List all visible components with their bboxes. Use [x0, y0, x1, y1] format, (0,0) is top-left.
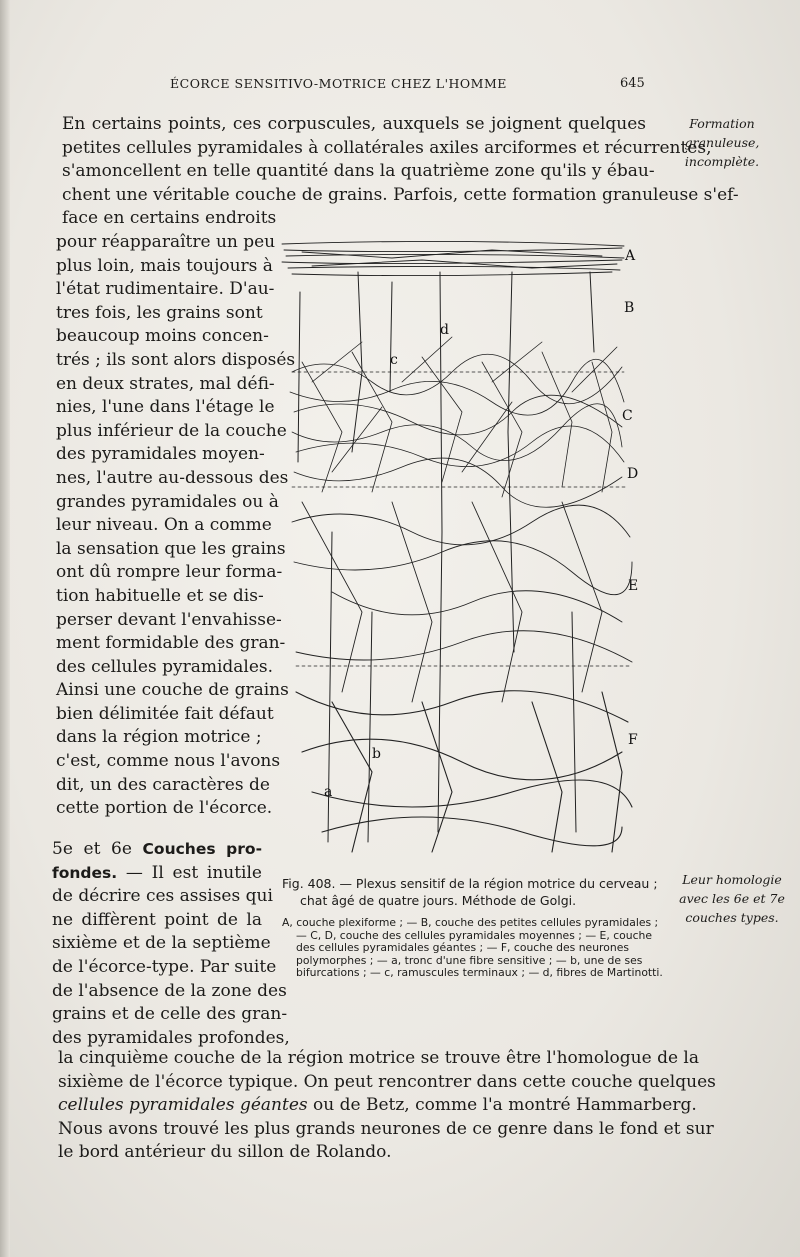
text-line: tres fois, les grains sont — [56, 302, 263, 323]
layer-dashed-boundaries — [292, 372, 632, 666]
text-line: de décrire ces assises qui — [52, 886, 273, 907]
page-header — [0, 76, 800, 96]
label-E: E — [628, 578, 639, 594]
margin-note-homologie: Leur homologie avec les 6e et 7e couches types. — [679, 872, 785, 925]
deep-fibers — [296, 691, 632, 852]
section-heading-end: fondes. — [52, 863, 118, 882]
plexiform-layer-lines — [282, 241, 624, 275]
section-heading: Couches pro- — [142, 840, 263, 858]
paragraph-left-column — [56, 231, 296, 821]
page-number: 645 — [620, 76, 645, 91]
text-line: en deux strates, mal défi- — [56, 373, 275, 394]
golgi-plexus-illustration — [272, 232, 652, 860]
text-line: grandes pyramidales ou à — [56, 491, 279, 512]
text-line: beaucoup moins concen- — [56, 326, 269, 347]
text-line: bien délimitée fait défaut — [56, 703, 274, 724]
text-line: ne diffèrent point de la — [52, 909, 262, 930]
label-A: A — [625, 248, 636, 264]
text-line: de l'écorce-type. Par suite — [52, 956, 277, 977]
heading-number: 5e et 6e — [52, 839, 132, 859]
text-line: ont dû rompre leur forma- — [56, 562, 283, 583]
middle-fibers — [292, 502, 632, 702]
text-line: des cellules pyramidales. — [56, 656, 274, 677]
dense-plexus — [290, 337, 624, 507]
text-line — [58, 1094, 697, 1118]
figure-caption — [282, 875, 666, 980]
text-line: face en certains endroits — [62, 208, 277, 229]
figure-408 — [272, 232, 652, 860]
text-line: la sensation que les grains — [56, 538, 286, 559]
page-spine-shadow — [0, 0, 10, 1257]
text-run: ou de Betz, comme l'a montré Hammarberg. — [313, 1095, 697, 1116]
label-a: a — [324, 784, 333, 800]
italic-term: cellules pyramidales géantes — [58, 1095, 308, 1116]
label-D: D — [627, 466, 639, 482]
caption-legend: A, couche plexiforme ; — B, couche des petites cellules pyramidales ; — C, D, couche des cellules pyramidales moyennes ; — E, couche des cellules pyramidales géantes ; — F, couche des neurones polymorphes ; — a, tronc d'une fibre sensitive ; — b, une de ses bifurcations ; — c, ramuscules terminaux ; — d, fibres de Martinotti. — [282, 916, 663, 979]
text-line: En certains points, ces corpuscules, auxquels se joignent quelques — [62, 114, 646, 134]
section-couches-profondes — [52, 838, 288, 1027]
text-line: l'état rudimentaire. D'au- — [56, 279, 275, 300]
text-line: la cinquième couche de la région motrice se trouve être l'homologue de la — [58, 1048, 700, 1068]
text-line: leur niveau. On a comme — [56, 515, 272, 536]
text-line: sixième et de la septième — [52, 933, 271, 954]
label-F: F — [628, 732, 638, 748]
text-run: — Il est inutile — [125, 862, 262, 883]
text-line: plus loin, mais toujours à — [56, 255, 273, 276]
text-line: cette portion de l'écorce. — [56, 798, 273, 819]
text-line: trés ; ils sont alors disposés — [56, 349, 296, 370]
text-line: pour réapparaître un peu — [56, 232, 276, 252]
label-C: C — [622, 408, 633, 424]
text-line: tion habituelle et se dis- — [56, 585, 264, 606]
text-line: grains et de celle des gran- — [52, 1004, 288, 1025]
text-line: plus inférieur de la couche — [56, 420, 287, 441]
text-line: chent une véritable couche de grains. Parfois, cette formation granuleuse s'ef- — [62, 184, 739, 205]
label-B: B — [624, 300, 635, 316]
text-line: sixième de l'écorce typique. On peut rencontrer dans cette couche quelques — [58, 1071, 716, 1092]
label-d: d — [440, 322, 449, 338]
margin-note-formation: Formation granuleuse, incomplète. — [684, 116, 760, 169]
text-line: Ainsi une couche de grains — [56, 680, 289, 701]
text-line: ment formidable des gran- — [56, 633, 286, 654]
text-line: dit, un des caractères de — [56, 774, 270, 795]
text-line: nes, l'autre au-dessous des — [56, 467, 289, 488]
paragraph-bottom — [58, 1047, 716, 1165]
text-line: perser devant l'envahisse- — [56, 609, 282, 630]
text-line: le bord antérieur du sillon de Rolando. — [58, 1142, 392, 1163]
text-line-overhang: des pyramidales profondes, — [52, 1028, 290, 1048]
label-c: c — [390, 352, 398, 368]
text-line: dans la région motrice ; — [56, 727, 262, 748]
text-line: nies, l'une dans l'étage le — [56, 397, 275, 418]
text-line: Nous avons trouvé les plus grands neurones de ce genre dans le fond et sur — [58, 1118, 714, 1139]
text-line: des pyramidales moyen- — [56, 444, 265, 465]
section-heading-line — [52, 838, 262, 862]
text-line: c'est, comme nous l'avons — [56, 751, 281, 772]
text-line: de l'absence de la zone des — [52, 980, 287, 1001]
running-title: ÉCORCE SENSITIVO-MOTRICE CHEZ L'HOMME — [170, 76, 507, 91]
label-b: b — [372, 746, 381, 762]
text-line — [52, 862, 262, 886]
caption-title: Fig. 408. — Plexus sensitif de la région motrice du cerveau ; chat âgé de quatre jours. Méthode de Golgi. — [282, 876, 658, 908]
text-line: petites cellules pyramidales à collatérales axiles arciformes et récurrentes, — [62, 137, 712, 158]
text-line: s'amoncellent en telle quantité dans la quatrième zone qu'ils y ébau- — [62, 161, 655, 182]
